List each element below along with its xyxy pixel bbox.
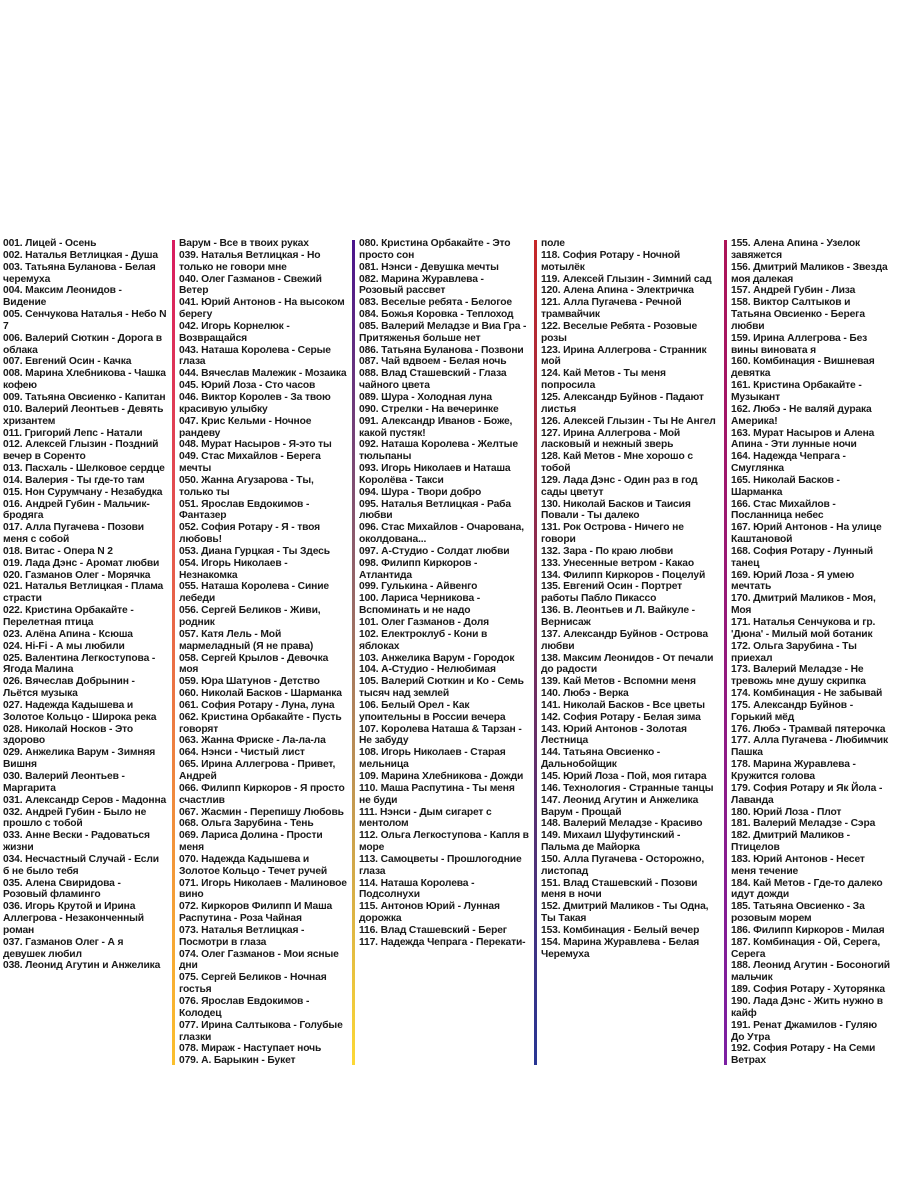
track-entry: 012. Алексей Глызин - Поздний вечер в Соренто [3,439,159,463]
track-entry: 105. Валерий Сюткин и Ко - Семь тысяч над землей [359,676,524,700]
track-entry: 114. Наташа Королева - Подсолнухи [359,877,475,901]
track-entry: 034. Несчастный Случай - Если б не было тебя [3,853,159,877]
track-entry: 177. Алла Пугачева - Любимчик Пашка [731,735,888,759]
track-entry: 042. Игорь Корнелюк - Возвращайся [179,320,290,344]
track-entry: 124. Кай Метов - Ты меня попросила [541,368,666,392]
track-column-2 [176,238,356,1067]
track-entry: 006. Валерий Сюткин - Дорога в облака [3,332,162,356]
track-entry: 112. Ольга Легкоступова - Капля в море [359,830,529,854]
track-entry: 036. Игорь Крутой и Ирина Аллегрова - Незаконченный роман [3,901,144,936]
track-entry: 020. Газманов Олег - Морячка [3,569,151,581]
track-entry: 153. Комбинация - Белый вечер [541,924,700,936]
track-entry: 033. Анне Вески - Радоваться жизни [3,830,150,854]
track-entry: 073. Наталья Ветлицкая - Посмотри в глаза [179,924,305,948]
track-entry: 045. Юрий Лоза - Сто часов [179,380,316,392]
track-entry: 132. Зара - По краю любви [541,545,674,557]
track-entry: 181. Валерий Меладзе - Сэра [731,818,876,830]
track-entry: 037. Газманов Олег - А я девушек любил [3,936,124,960]
track-entry: 109. Марина Хлебникова - Дожди [359,770,524,782]
track-entry: 095. Наталья Ветлицкая - Раба любви [359,498,511,522]
track-entry: 022. Кристина Орбакайте - Перелетная птица [3,605,134,628]
track-entry: 135. Евгений Осин - Портрет работы Пабло Пикассо [541,581,683,605]
track-entry: 152. Дмитрий Маликов - Ты Одна, Ты Такая [541,901,709,925]
track-entry: 128. Кай Метов - Мне хорошо с тобой [541,451,693,475]
track-entry: 087. Чай вдвоем - Белая ночь [359,356,507,368]
track-entry: 192. София Ротару - На Семи Ветрах [731,1043,876,1067]
track-entry: 021. Наталья Ветлицкая - Плама страсти [3,581,164,605]
track-entry: 134. Филипп Киркоров - Поцелуй [541,569,706,581]
track-entry: 161. Кристина Орбакайте - Музыкант [731,380,862,403]
track-entry: 066. Филипп Киркоров - Я просто счастлив [179,782,345,806]
track-entry: 092. Наташа Королева - Желтые тюльпаны [359,439,518,463]
track-entry: 052. София Ротару - Я - твоя любовь! [179,522,321,546]
track-entry: 125. Александр Буйнов - Падают листья [541,391,704,415]
track-entry: 026. Вячеслав Добрынин - Льётся музыка [3,676,135,700]
track-entry: 156. Дмитрий Маликов - Звезда моя далекая [731,261,888,285]
track-entry: 118. София Ротару - Ночной мотылёк [541,249,681,273]
track-entry: 119. Алексей Глызин - Зимний сад [541,273,712,285]
track-entry: 096. Стас Михайлов - Очарована, околдована... [359,522,524,546]
track-entry: 071. Игорь Николаев - Малиновое вино [179,877,347,901]
track-entry: 146. Технология - Странные танцы [541,782,714,794]
track-entry: 182. Дмитрий Маликов - Птицелов [731,830,850,854]
track-entry: 084. Божья Коровка - Теплоход [359,309,514,321]
track-entry: 072. Киркоров Филипп И Маша Распутина - Роза Чайная [179,901,333,925]
track-entry: 130. Николай Басков и Таисия Повали - Ты далеко [541,498,691,522]
track-entry: 123. Ирина Аллегрова - Странник мой [541,344,707,368]
track-entry: 010. Валерий Леонтьев - Девять хризантем [3,403,164,427]
track-entry: 062. Кристина Орбакайте - Пусть говорят [179,711,342,735]
track-entry: 089. Шура - Холодная луна [359,391,493,403]
track-entry: 102. Електроклуб - Кони в яблоках [359,628,488,652]
track-entry: 053. Диана Гурцкая - Ты Здесь [179,545,330,557]
track-column-5 [728,238,900,1067]
track-entry: 140. Любэ - Верка [541,688,629,700]
track-entry: 056. Сергей Беликов - Живи, родник [179,605,321,628]
track-entry: 043. Наташа Королева - Серые глаза [179,344,331,368]
track-entry: 149. Михаил Шуфутинский - Пальма де Майорка [541,830,681,854]
track-entry: 129. Лада Дэнс - Один раз в год сады цветут [541,474,698,498]
track-entry: 008. Марина Хлебникова - Чашка кофею [3,368,166,392]
track-entry: 057. Катя Лель - Мой мармеладный (Я не права) [179,628,314,652]
track-entry: 080. Кристина Орбакайте - Это просто сон [359,238,511,261]
track-entry: 004. Максим Леонидов - Видение [3,285,122,309]
track-entry: 047. Крис Кельми - Ночное рандеву [179,415,312,439]
track-entry: 086. Татьяна Буланова - Позвони [359,344,524,356]
track-entry: 023. Алёна Апина - Ксюша [3,628,133,640]
track-entry: 028. Николай Носков - Это здорово [3,723,134,747]
track-entry: 164. Надежда Чепрага - Смуглянка [731,451,846,475]
track-entry: 064. Нэнси - Чистый лист [179,747,305,759]
track-entry: 120. Алена Апина - Электричка [541,285,694,297]
track-entry: 030. Валерий Леонтьев - Маргарита [3,770,125,794]
track-entry: 186. Филипп Киркоров - Милая [731,924,885,936]
track-entry: 019. Лада Дэнс - Аромат любви [3,557,160,569]
track-entry: 142. София Ротару - Белая зима [541,711,701,723]
track-entry: 106. Белый Орел - Как упоительны в России вечера [359,699,506,723]
track-entry: 167. Юрий Антонов - На улице Каштановой [731,522,882,546]
track-entry: Варум - Все в твоих руках [179,238,309,249]
track-entry: 138. Максим Леонидов - От печали до радости [541,652,714,676]
track-entry: 088. Влад Сташевский - Глаза чайного цвета [359,368,507,392]
track-entry: 154. Марина Журавлева - Белая Черемуха [541,936,700,960]
track-entry: 040. Олег Газманов - Свежий Ветер [179,273,322,297]
track-entry: 126. Алексей Глызин - Ты Не Ангел [541,415,716,427]
track-entry: 013. Пасхаль - Шелковое сердце [3,463,165,475]
track-entry: 190. Лада Дэнс - Жить нужно в кайф [731,996,883,1019]
track-entry: 039. Наталья Ветлицкая - Но только не говори мне [179,249,321,273]
track-entry: 063. Жанна Фриске - Ла-ла-ла [179,735,326,747]
track-entry: 082. Марина Журавлева - Розовый рассвет [359,273,484,297]
track-entry: 015. Нон Сурумчану - Незабудка [3,486,163,498]
track-entry: 055. Наташа Королева - Синие лебеди [179,581,329,605]
track-entry: 074. Олег Газманов - Мои ясные дни [179,948,339,972]
column-divider [172,240,175,1065]
track-entry: 007. Евгений Осин - Качка [3,356,132,368]
track-entry: 079. А. Барыкин - Букет [179,1055,296,1067]
track-column-4 [538,238,728,1067]
track-entry: 168. София Ротару - Лунный танец [731,545,873,569]
track-entry: 145. Юрий Лоза - Пой, моя гитара [541,770,707,782]
track-entry: 151. Влад Сташевский - Позови меня в ночи [541,877,698,901]
track-entry: 099. Гулькина - Айвенго [359,581,478,593]
track-entry: 081. Нэнси - Девушка мечты [359,261,499,273]
track-entry: 116. Влад Сташевский - Берег [359,924,507,936]
track-entry: 025. Валентина Легкоступова - Ягода Малина [3,652,156,676]
track-entry: 169. Юрий Лоза - Я умею мечтать [731,569,855,593]
track-entry: 183. Юрий Антонов - Несет меня течение [731,853,865,877]
track-entry: 187. Комбинация - Ой, Серега, Серега [731,936,881,960]
track-entry: 031. Александр Серов - Мадонна [3,794,167,806]
track-entry: 160. Комбинация - Вишневая девятка [731,356,875,380]
track-entry: 061. София Ротару - Луна, луна [179,699,335,711]
track-entry: 098. Филипп Киркоров - Атлантида [359,557,478,581]
tracklist-sheet [0,238,900,1067]
track-entry: 122. Веселые Ребята - Розовые розы [541,320,698,344]
track-entry: 038. Леонид Агутин и Анжелика [3,960,161,972]
track-entry: 113. Самоцветы - Прошлогодние глаза [359,853,522,877]
track-entry: 094. Шура - Твори добро [359,486,482,498]
track-entry: 035. Алена Свиридова - Розовый фламинго [3,877,121,901]
track-entry: 024. Hi-Fi - А мы любили [3,640,125,652]
track-entry: 139. Кай Метов - Вспомни меня [541,676,696,688]
track-entry: 018. Витас - Опера N 2 [3,545,113,557]
track-entry: поле [541,238,565,249]
track-entry: 150. Алла Пугачева - Осторожно, листопад [541,853,705,877]
track-entry: 185. Татьяна Овсиенко - За розовым морем [731,901,865,925]
track-entry: 070. Надежда Кадышева и Золотое Кольцо - Течет ручей [179,853,328,877]
track-column-3 [356,238,538,1067]
track-entry: 059. Юра Шатунов - Детство [179,676,320,688]
track-entry: 143. Юрий Антонов - Золотая Лестница [541,723,687,747]
track-entry: 029. Анжелика Варум - Зимняя Вишня [3,747,156,771]
track-entry: 097. А-Студио - Солдат любви [359,545,510,557]
column-divider [534,240,537,1065]
track-entry: 067. Жасмин - Перепишу Любовь [179,806,344,818]
track-entry: 003. Татьяна Буланова - Белая черемуха [3,261,156,285]
track-entry: 060. Николай Басков - Шарманка [179,688,342,700]
track-entry: 115. Антонов Юрий - Лунная дорожка [359,901,500,925]
track-entry: 091. Александр Иванов - Боже, какой пустяк! [359,415,513,439]
track-entry: 107. Королева Наташа & Тарзан - Не забуду [359,723,522,747]
track-entry: 170. Дмитрий Маликов - Моя, Моя [731,593,876,617]
track-entry: 017. Алла Пугачева - Позови меня с собой [3,522,144,546]
track-entry: 172. Ольга Зарубина - Ты приехал [731,640,857,664]
track-entry: 069. Лариса Долина - Прости меня [179,830,323,854]
track-entry: 011. Григорий Лепс - Натали [3,427,143,439]
track-entry: 155. Алена Апина - Узелок завяжется [731,238,861,261]
track-entry: 133. Унесенные ветром - Какао [541,557,694,569]
track-entry: 188. Леонид Агутин - Босоногий мальчик [731,960,890,984]
track-entry: 101. Олег Газманов - Доля [359,617,489,628]
track-entry: 191. Ренат Джамилов - Гуляю До Утра [731,1019,878,1043]
track-entry: 189. София Ротару - Хуторянка [731,984,885,996]
track-entry: 085. Валерий Меладзе и Виа Гра - Притяженья больше нет [359,320,527,344]
track-entry: 108. Игорь Николаев - Старая мельница [359,747,506,771]
track-entry: 165. Николай Басков - Шарманка [731,474,840,498]
track-entry: 058. Сергей Крылов - Девочка моя [179,652,329,676]
track-entry: 093. Игорь Николаев и Наташа Королёва - Такси [359,463,511,486]
track-entry: 157. Андрей Губин - Лиза [731,285,856,297]
track-entry: 178. Марина Журавлева - Кружится голова [731,759,856,782]
track-entry: 032. Андрей Губин - Было не прошло с тобой [3,806,147,830]
track-entry: 048. Мурат Насыров - Я-это ты [179,439,332,451]
track-entry: 127. Ирина Аллегрова - Мой ласковый и нежный зверь [541,427,681,451]
track-entry: 090. Стрелки - На вечеринке [359,403,499,415]
track-entry: 180. Юрий Лоза - Плот [731,806,842,818]
track-entry: 117. Надежда Чепрага - Перекати- [359,936,526,948]
track-entry: 044. Вячеслав Малежик - Мозаика [179,368,347,380]
track-entry: 027. Надежда Кадышева и Золотое Кольцо - Широка река [3,699,157,723]
track-entry: 173. Валерий Меладзе - Не тревожь мне душу скрипка [731,664,866,688]
track-entry: 083. Веселые ребята - Белогое [359,297,512,309]
track-entry: 077. Ирина Салтыкова - Голубые глазки [179,1019,343,1043]
track-entry: 174. Комбинация - Не забывай [731,688,883,700]
track-entry: 162. Любэ - Не валяй дурака Америка! [731,403,872,427]
column-divider [352,240,355,1065]
track-entry: 076. Ярослав Евдокимов - Колодец [179,996,310,1019]
track-entry: 141. Николай Басков - Все цветы [541,699,705,711]
track-entry: 014. Валерия - Ты где-то там [3,474,145,486]
column-divider [724,240,727,1065]
track-entry: 176. Любэ - Трамвай пятерочка [731,723,886,735]
track-entry: 110. Маша Распутина - Ты меня не буди [359,782,515,806]
track-entry: 148. Валерий Меладзе - Красиво [541,818,703,830]
track-entry: 100. Лариса Черникова - Вспоминать и не надо [359,593,481,617]
track-entry: 065. Ирина Аллегрова - Привет, Андрей [179,759,336,782]
track-entry: 103. Анжелика Варум - Городок [359,652,515,664]
track-entry: 046. Виктор Королев - За твою красивую улыбку [179,391,331,415]
track-entry: 137. Александр Буйнов - Острова любви [541,628,708,652]
track-entry: 068. Ольга Зарубина - Тень [179,818,314,830]
track-entry: 179. София Ротару и Як Йола - Лаванда [731,782,883,806]
track-entry: 184. Кай Метов - Где-то далеко идут дожди [731,877,883,901]
track-entry: 050. Жанна Агузарова - Ты, только ты [179,474,314,498]
track-entry: 078. Мираж - Наступает ночь [179,1043,322,1055]
track-column-1 [0,238,176,1067]
track-entry: 009. Татьяна Овсиенко - Капитан [3,391,166,403]
track-entry: 016. Андрей Губин - Мальчик-бродяга [3,498,150,522]
track-entry: 163. Мурат Насыров и Алена Апина - Эти лунные ночи [731,427,875,451]
track-entry: 158. Виктор Салтыков и Татьяна Овсиенко - Берега любви [731,297,865,332]
track-entry: 104. А-Студио - Нелюбимая [359,664,496,676]
track-entry: 049. Стас Михайлов - Берега мечты [179,451,321,475]
track-entry: 121. Алла Пугачева - Речной трамвайчик [541,297,682,321]
track-entry: 054. Игорь Николаев - Незнакомка [179,557,288,581]
track-entry: 159. Ирина Аллегрова - Без вины виновата я [731,332,868,356]
column-divider [896,240,899,1065]
track-entry: 147. Леонид Агутин и Анжелика Варум - Прощай [541,794,699,818]
track-entry: 001. Лицей - Осень [3,238,97,249]
track-entry: 002. Наталья Ветлицкая - Душа [3,249,158,261]
track-entry: 166. Стас Михайлов - Посланница небес [731,498,836,522]
track-entry: 111. Нэнси - Дым сигарет с ментолом [359,806,492,830]
track-entry: 144. Татьяна Овсиенко - Дальнобойщик [541,747,661,771]
track-entry: 051. Ярослав Евдокимов - Фантазер [179,498,310,522]
track-entry: 005. Сенчукова Наталья - Небо N 7 [3,309,167,332]
track-entry: 136. В. Леонтьев и Л. Вайкуле - Вернисаж [541,605,695,628]
track-entry: 075. Сергей Беликов - Ночная гостья [179,972,327,996]
track-entry: 131. Рок Острова - Ничего не говори [541,522,684,546]
track-entry: 175. Александр Буйнов - Горький мёд [731,699,853,723]
track-entry: 171. Наталья Сенчукова и гр. 'Дюна' - Милый мой ботаник [731,617,876,640]
track-entry: 041. Юрий Антонов - На высоком берегу [179,297,345,321]
